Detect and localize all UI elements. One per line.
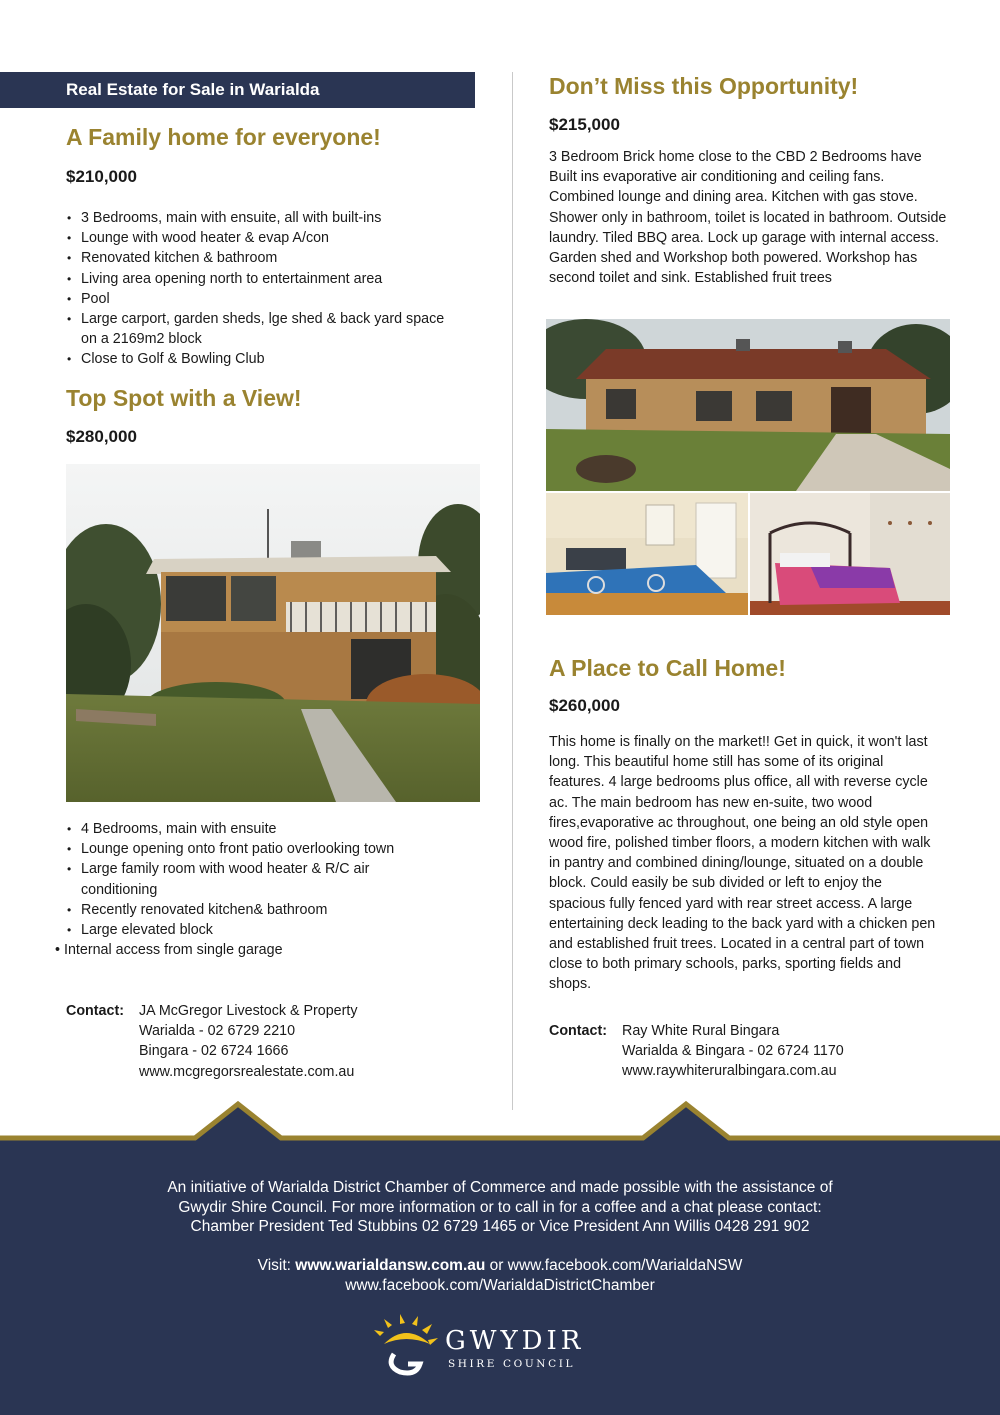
list-item: • Close to Golf & Bowling Club [66,349,446,369]
bedroom-photo [750,493,950,615]
contact-line: Warialda & Bingara - 02 6724 1170 [622,1043,844,1060]
list-item: • Lounge opening onto front patio overlooking town [66,839,436,859]
contact-line: Warialda - 02 6729 2210 [139,1023,296,1040]
listing1-heading: A Family home for everyone! [66,124,381,150]
contact-line: Bingara - 02 6724 1666 [139,1043,289,1060]
footer-line: Gwydir Shire Council. For more information or to call in for a coffee and a chat please contact: [178,1198,822,1216]
list-item: • Recently renovated kitchen& bathroom [66,900,436,920]
footer-line: Chamber President Ted Stubbins 02 6729 1465 or Vice President Ann Willis 0428 291 902 [190,1218,810,1235]
listing4-heading: A Place to Call Home! [549,655,786,681]
contact-label: Contact: [549,1023,607,1039]
kitchen-photo [546,493,748,615]
list-item: • Renovated kitchen & bathroom [66,248,446,268]
contact-line: JA McGregor Livestock & Property [139,1003,358,1019]
footer-line: An initiative of Warialda District Chamber of Commerce and made possible with the assistance of [167,1179,833,1196]
gwydir-logo [372,1314,612,1378]
listing2-contact [66,1001,466,1083]
listing2-price: $280,000 [66,427,137,446]
contact-line: Ray White Rural Bingara [622,1023,780,1039]
house-photo-image [546,319,950,491]
bedroom-photo-image [750,493,950,615]
footer-visit [0,1256,1000,1296]
listing3-heading: Don’t Miss this Opportunity! [549,73,859,99]
facebook-chamber-link[interactable]: www.facebook.com/WarialdaDistrictChamber [345,1277,655,1294]
section-banner [0,72,475,108]
list-item: • Large family room with wood heater & R/C air conditioning [66,859,436,899]
listing4-contact [549,1021,949,1083]
warialda-website-link[interactable]: www.warialdansw.com.au [295,1257,486,1274]
contact-website-link[interactable]: www.mcgregorsrealestate.com.au [139,1063,355,1080]
list-item: • 3 Bedrooms, main with ensuite, all with built-ins [66,208,446,228]
list-item: • Large carport, garden sheds, lge shed & back yard space on a 2169m2 block [66,309,446,349]
facebook-link[interactable]: or www.facebook.com/WarialdaNSW [489,1257,743,1274]
list-item: • Pool [66,289,446,309]
listing4-price: $260,000 [549,696,620,715]
listing2-features [55,819,436,960]
listing1-price: $210,000 [66,167,137,186]
list-item: • Internal access from single garage [55,942,283,959]
sun-logo-icon [372,1314,446,1378]
listing1-features [66,208,446,370]
house-photo-brick-home [546,319,950,491]
listing3-price: $215,000 [549,115,620,134]
listing4-description: This home is finally on the market!! Get in quick, it won't last long. This beautiful home still has some of its original features. 4 large bedrooms plus office, all with reverse cycle ac. The main bedroom has new en-suite, two wood fires,evaporative ac throughout, one being an old style open wood fire, polished timber floors, a modern kitchen with walk in pantry and combined dining/lounge, situated on a double block. Could easily be sub divided or left to enjoy the spacious fully fenced yard with rear street access. A large entertaining deck leading to the back yard with a chicken pen and established fruit trees. Located in a central part of town close to both primary schools, parks, sporting fields and shops. [549,734,936,993]
contact-label: Contact: [66,1003,124,1019]
visit-label: Visit: [257,1257,291,1274]
house-photo-image [66,464,480,802]
house-photo-top-spot [66,464,480,802]
column-divider [512,72,513,1110]
list-item: • Lounge with wood heater & evap A/con [66,228,446,248]
list-item: • 4 Bedrooms, main with ensuite [66,819,436,839]
listing3-description: 3 Bedroom Brick home close to the CBD 2 Bedrooms have Built ins evaporative air conditioning and ceiling fans. Combined lounge and dining area. Kitchen with gas stove. Shower only in bathroom, toilet is located in bathroom. Outside laundry. Tiled BBQ area. Lock up garage with internal access. Garden shed and Workshop both powered. Workshop has second toilet and sink. Established fruit trees [549,149,947,287]
footer-initiative-text [0,1178,1000,1237]
banner-title: Real Estate for Sale in Warialda [66,80,320,99]
kitchen-photo-image [546,493,748,615]
list-item: • Large elevated block [66,920,436,940]
logo-subtitle: SHIRE COUNCIL [448,1358,576,1370]
list-item: • Living area opening north to entertainment area [66,269,446,289]
logo-wordmark: GWYDIR [445,1326,585,1356]
contact-website-link[interactable]: www.raywhiteruralbingara.com.au [622,1063,837,1080]
listing2-heading: Top Spot with a View! [66,385,302,411]
